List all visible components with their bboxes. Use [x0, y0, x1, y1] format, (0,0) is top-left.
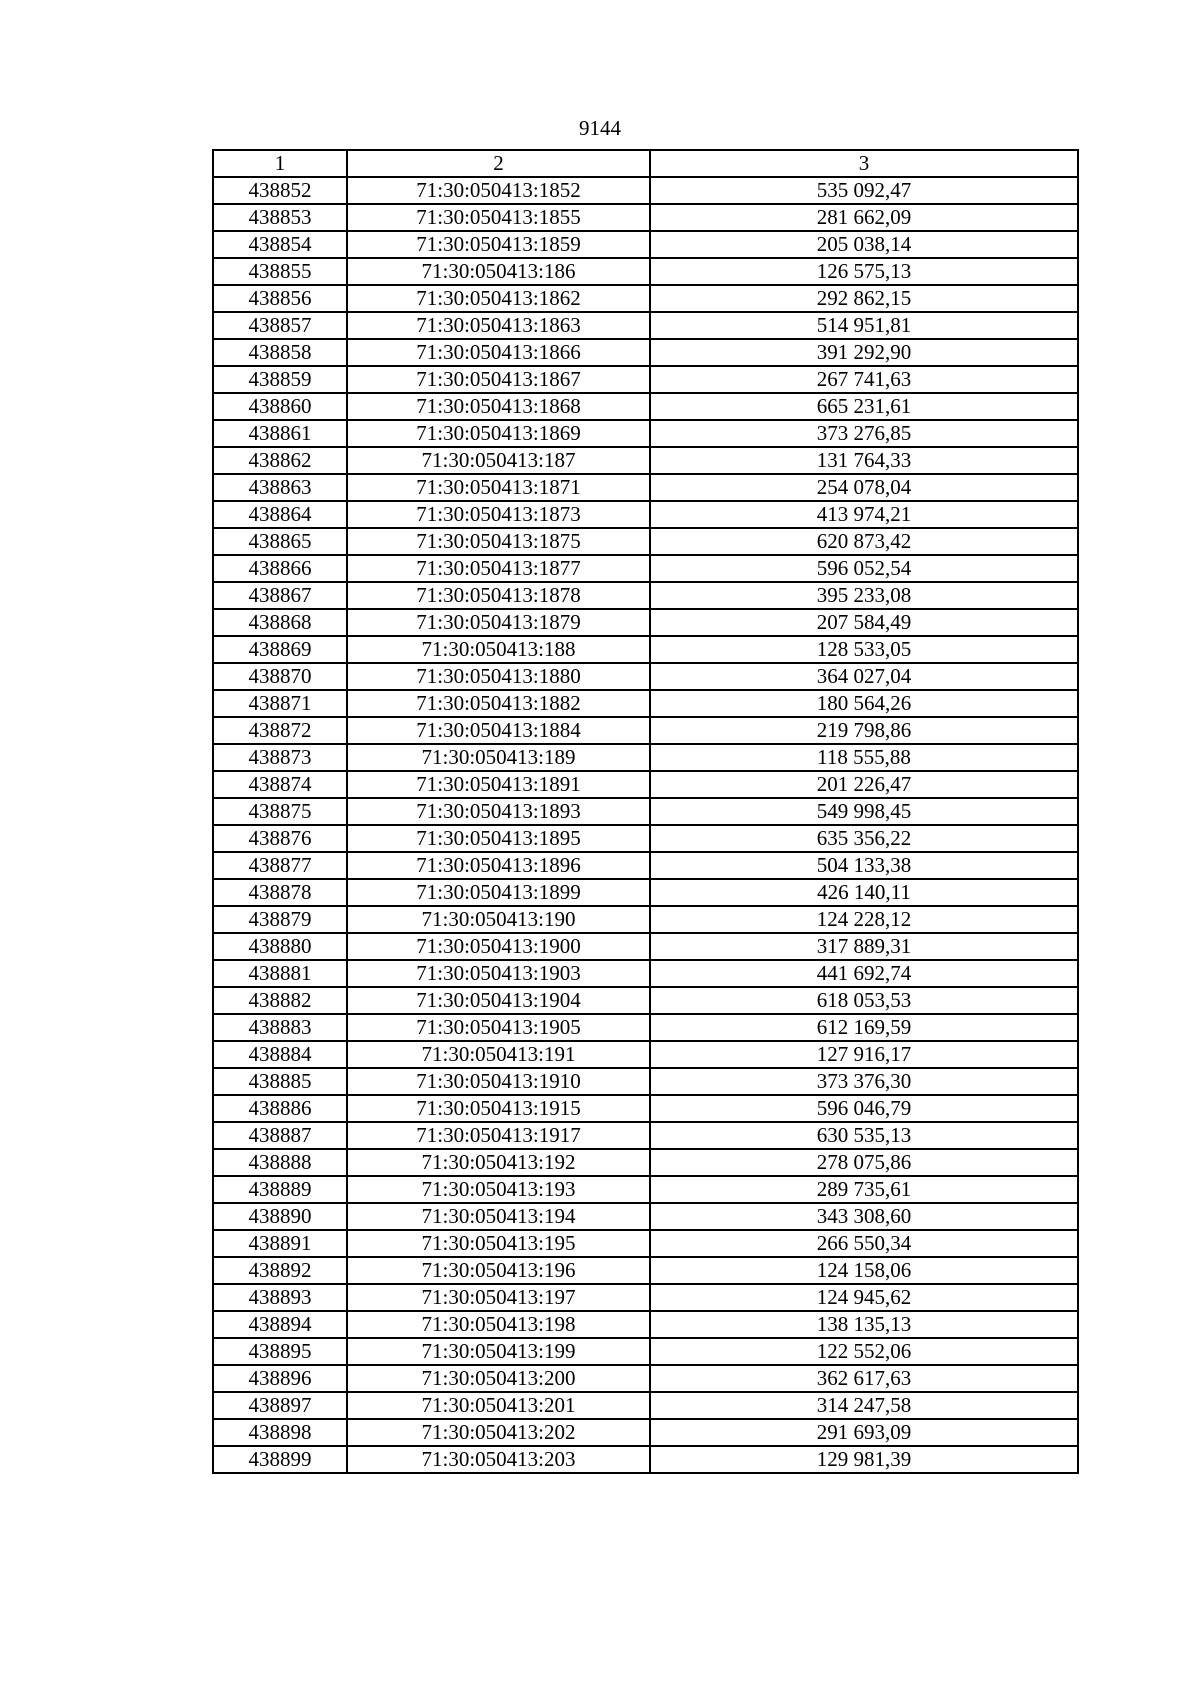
row-number-cell: 438886	[213, 1095, 347, 1122]
table-header	[213, 150, 1078, 177]
row-number-cell: 438895	[213, 1338, 347, 1365]
table-body	[213, 177, 1078, 1473]
cadastral-number-cell: 71:30:050413:188	[347, 636, 650, 663]
row-number-cell: 438872	[213, 717, 347, 744]
table-row	[213, 987, 1078, 1014]
column-header-1: 1	[213, 150, 347, 177]
row-number-cell: 438857	[213, 312, 347, 339]
row-number-cell: 438854	[213, 231, 347, 258]
cadastral-number-cell: 71:30:050413:1877	[347, 555, 650, 582]
row-number-cell: 438879	[213, 906, 347, 933]
row-number-cell: 438883	[213, 1014, 347, 1041]
cadastral-number-cell: 71:30:050413:202	[347, 1419, 650, 1446]
table-row	[213, 555, 1078, 582]
table-row	[213, 312, 1078, 339]
table-row	[213, 771, 1078, 798]
row-number-cell: 438871	[213, 690, 347, 717]
column-header-3: 3	[650, 150, 1078, 177]
row-number-cell: 438859	[213, 366, 347, 393]
row-number-cell: 438885	[213, 1068, 347, 1095]
cadastral-number-cell: 71:30:050413:1895	[347, 825, 650, 852]
value-cell: 254 078,04	[650, 474, 1078, 501]
cadastral-number-cell: 71:30:050413:187	[347, 447, 650, 474]
row-number-cell: 438878	[213, 879, 347, 906]
column-header-2: 2	[347, 150, 650, 177]
cadastral-number-cell: 71:30:050413:190	[347, 906, 650, 933]
value-cell: 441 692,74	[650, 960, 1078, 987]
table-row	[213, 663, 1078, 690]
row-number-cell: 438882	[213, 987, 347, 1014]
value-cell: 219 798,86	[650, 717, 1078, 744]
value-cell: 665 231,61	[650, 393, 1078, 420]
cadastral-number-cell: 71:30:050413:186	[347, 258, 650, 285]
table-row	[213, 717, 1078, 744]
table-row	[213, 1149, 1078, 1176]
value-cell: 127 916,17	[650, 1041, 1078, 1068]
row-number-cell: 438891	[213, 1230, 347, 1257]
cadastral-number-cell: 71:30:050413:203	[347, 1446, 650, 1473]
value-cell: 596 046,79	[650, 1095, 1078, 1122]
table-row	[213, 744, 1078, 771]
cadastral-number-cell: 71:30:050413:198	[347, 1311, 650, 1338]
table-row	[213, 1419, 1078, 1446]
cadastral-number-cell: 71:30:050413:193	[347, 1176, 650, 1203]
cadastral-table	[212, 149, 1079, 1474]
value-cell: 362 617,63	[650, 1365, 1078, 1392]
row-number-cell: 438875	[213, 798, 347, 825]
cadastral-number-cell: 71:30:050413:1880	[347, 663, 650, 690]
row-number-cell: 438874	[213, 771, 347, 798]
row-number-cell: 438853	[213, 204, 347, 231]
table-row	[213, 960, 1078, 987]
cadastral-number-cell: 71:30:050413:201	[347, 1392, 650, 1419]
value-cell: 201 226,47	[650, 771, 1078, 798]
value-cell: 373 276,85	[650, 420, 1078, 447]
table-row	[213, 1446, 1078, 1473]
table-row	[213, 204, 1078, 231]
cadastral-number-cell: 71:30:050413:195	[347, 1230, 650, 1257]
value-cell: 289 735,61	[650, 1176, 1078, 1203]
value-cell: 504 133,38	[650, 852, 1078, 879]
table-row	[213, 447, 1078, 474]
table-row	[213, 1095, 1078, 1122]
table-row	[213, 690, 1078, 717]
page-number: 9144	[579, 116, 621, 140]
table-row	[213, 1176, 1078, 1203]
cadastral-number-cell: 71:30:050413:1904	[347, 987, 650, 1014]
row-number-cell: 438876	[213, 825, 347, 852]
table-row	[213, 393, 1078, 420]
table-row	[213, 1284, 1078, 1311]
cadastral-number-cell: 71:30:050413:1905	[347, 1014, 650, 1041]
table-row	[213, 501, 1078, 528]
table-row	[213, 609, 1078, 636]
row-number-cell: 438898	[213, 1419, 347, 1446]
row-number-cell: 438861	[213, 420, 347, 447]
cadastral-number-cell: 71:30:050413:197	[347, 1284, 650, 1311]
value-cell: 620 873,42	[650, 528, 1078, 555]
value-cell: 514 951,81	[650, 312, 1078, 339]
row-number-cell: 438887	[213, 1122, 347, 1149]
value-cell: 138 135,13	[650, 1311, 1078, 1338]
cadastral-number-cell: 71:30:050413:200	[347, 1365, 650, 1392]
value-cell: 630 535,13	[650, 1122, 1078, 1149]
cadastral-number-cell: 71:30:050413:1867	[347, 366, 650, 393]
cadastral-number-cell: 71:30:050413:1891	[347, 771, 650, 798]
cadastral-number-cell: 71:30:050413:1868	[347, 393, 650, 420]
value-cell: 596 052,54	[650, 555, 1078, 582]
cadastral-number-cell: 71:30:050413:1884	[347, 717, 650, 744]
value-cell: 281 662,09	[650, 204, 1078, 231]
value-cell: 395 233,08	[650, 582, 1078, 609]
table-row	[213, 339, 1078, 366]
cadastral-number-cell: 71:30:050413:196	[347, 1257, 650, 1284]
row-number-cell: 438873	[213, 744, 347, 771]
cadastral-number-cell: 71:30:050413:1866	[347, 339, 650, 366]
cadastral-number-cell: 71:30:050413:1900	[347, 933, 650, 960]
table-row	[213, 879, 1078, 906]
cadastral-number-cell: 71:30:050413:1899	[347, 879, 650, 906]
row-number-cell: 438858	[213, 339, 347, 366]
value-cell: 549 998,45	[650, 798, 1078, 825]
table-row	[213, 1392, 1078, 1419]
table-row	[213, 798, 1078, 825]
table-row	[213, 366, 1078, 393]
cadastral-number-cell: 71:30:050413:1896	[347, 852, 650, 879]
value-cell: 205 038,14	[650, 231, 1078, 258]
row-number-cell: 438893	[213, 1284, 347, 1311]
cadastral-number-cell: 71:30:050413:194	[347, 1203, 650, 1230]
table-row	[213, 1068, 1078, 1095]
table-row	[213, 1230, 1078, 1257]
table-row	[213, 933, 1078, 960]
value-cell: 118 555,88	[650, 744, 1078, 771]
row-number-cell: 438869	[213, 636, 347, 663]
row-number-cell: 438862	[213, 447, 347, 474]
value-cell: 129 981,39	[650, 1446, 1078, 1473]
value-cell: 131 764,33	[650, 447, 1078, 474]
value-cell: 207 584,49	[650, 609, 1078, 636]
cadastral-number-cell: 71:30:050413:1879	[347, 609, 650, 636]
row-number-cell: 438867	[213, 582, 347, 609]
value-cell: 391 292,90	[650, 339, 1078, 366]
value-cell: 126 575,13	[650, 258, 1078, 285]
value-cell: 314 247,58	[650, 1392, 1078, 1419]
row-number-cell: 438877	[213, 852, 347, 879]
value-cell: 291 693,09	[650, 1419, 1078, 1446]
table-row	[213, 1122, 1078, 1149]
row-number-cell: 438892	[213, 1257, 347, 1284]
row-number-cell: 438863	[213, 474, 347, 501]
row-number-cell: 438868	[213, 609, 347, 636]
cadastral-number-cell: 71:30:050413:1859	[347, 231, 650, 258]
row-number-cell: 438860	[213, 393, 347, 420]
table-row	[213, 1311, 1078, 1338]
value-cell: 343 308,60	[650, 1203, 1078, 1230]
value-cell: 180 564,26	[650, 690, 1078, 717]
table-row	[213, 258, 1078, 285]
row-number-cell: 438865	[213, 528, 347, 555]
value-cell: 128 533,05	[650, 636, 1078, 663]
table-row	[213, 1014, 1078, 1041]
cadastral-number-cell: 71:30:050413:192	[347, 1149, 650, 1176]
row-number-cell: 438894	[213, 1311, 347, 1338]
cadastral-number-cell: 71:30:050413:1910	[347, 1068, 650, 1095]
cadastral-number-cell: 71:30:050413:189	[347, 744, 650, 771]
row-number-cell: 438890	[213, 1203, 347, 1230]
table-row	[213, 852, 1078, 879]
cadastral-number-cell: 71:30:050413:1917	[347, 1122, 650, 1149]
value-cell: 373 376,30	[650, 1068, 1078, 1095]
table-row	[213, 420, 1078, 447]
row-number-cell: 438899	[213, 1446, 347, 1473]
value-cell: 535 092,47	[650, 177, 1078, 204]
row-number-cell: 438881	[213, 960, 347, 987]
row-number-cell: 438856	[213, 285, 347, 312]
value-cell: 267 741,63	[650, 366, 1078, 393]
table-row	[213, 1041, 1078, 1068]
cadastral-number-cell: 71:30:050413:1863	[347, 312, 650, 339]
table-row	[213, 474, 1078, 501]
cadastral-number-cell: 71:30:050413:191	[347, 1041, 650, 1068]
row-number-cell: 438897	[213, 1392, 347, 1419]
row-number-cell: 438870	[213, 663, 347, 690]
cadastral-number-cell: 71:30:050413:1893	[347, 798, 650, 825]
value-cell: 266 550,34	[650, 1230, 1078, 1257]
value-cell: 317 889,31	[650, 933, 1078, 960]
cadastral-number-cell: 71:30:050413:1873	[347, 501, 650, 528]
table-row	[213, 1203, 1078, 1230]
table-row	[213, 285, 1078, 312]
row-number-cell: 438888	[213, 1149, 347, 1176]
table-row	[213, 906, 1078, 933]
table-row	[213, 528, 1078, 555]
row-number-cell: 438880	[213, 933, 347, 960]
table-row	[213, 825, 1078, 852]
value-cell: 618 053,53	[650, 987, 1078, 1014]
cadastral-number-cell: 71:30:050413:1882	[347, 690, 650, 717]
value-cell: 124 228,12	[650, 906, 1078, 933]
table-row	[213, 1257, 1078, 1284]
cadastral-number-cell: 71:30:050413:1855	[347, 204, 650, 231]
cadastral-number-cell: 71:30:050413:1903	[347, 960, 650, 987]
value-cell: 612 169,59	[650, 1014, 1078, 1041]
cadastral-number-cell: 71:30:050413:199	[347, 1338, 650, 1365]
value-cell: 426 140,11	[650, 879, 1078, 906]
row-number-cell: 438866	[213, 555, 347, 582]
cadastral-number-cell: 71:30:050413:1915	[347, 1095, 650, 1122]
cadastral-number-cell: 71:30:050413:1862	[347, 285, 650, 312]
cadastral-number-cell: 71:30:050413:1852	[347, 177, 650, 204]
table-row	[213, 231, 1078, 258]
row-number-cell: 438855	[213, 258, 347, 285]
value-cell: 635 356,22	[650, 825, 1078, 852]
cadastral-number-cell: 71:30:050413:1869	[347, 420, 650, 447]
value-cell: 122 552,06	[650, 1338, 1078, 1365]
row-number-cell: 438884	[213, 1041, 347, 1068]
value-cell: 278 075,86	[650, 1149, 1078, 1176]
header-row	[213, 150, 1078, 177]
row-number-cell: 438864	[213, 501, 347, 528]
table-row	[213, 582, 1078, 609]
row-number-cell: 438889	[213, 1176, 347, 1203]
value-cell: 413 974,21	[650, 501, 1078, 528]
cadastral-number-cell: 71:30:050413:1871	[347, 474, 650, 501]
table-row	[213, 177, 1078, 204]
value-cell: 364 027,04	[650, 663, 1078, 690]
value-cell: 124 945,62	[650, 1284, 1078, 1311]
table-row	[213, 636, 1078, 663]
value-cell: 292 862,15	[650, 285, 1078, 312]
table-row	[213, 1365, 1078, 1392]
row-number-cell: 438896	[213, 1365, 347, 1392]
table-row	[213, 1338, 1078, 1365]
row-number-cell: 438852	[213, 177, 347, 204]
value-cell: 124 158,06	[650, 1257, 1078, 1284]
cadastral-number-cell: 71:30:050413:1878	[347, 582, 650, 609]
cadastral-number-cell: 71:30:050413:1875	[347, 528, 650, 555]
